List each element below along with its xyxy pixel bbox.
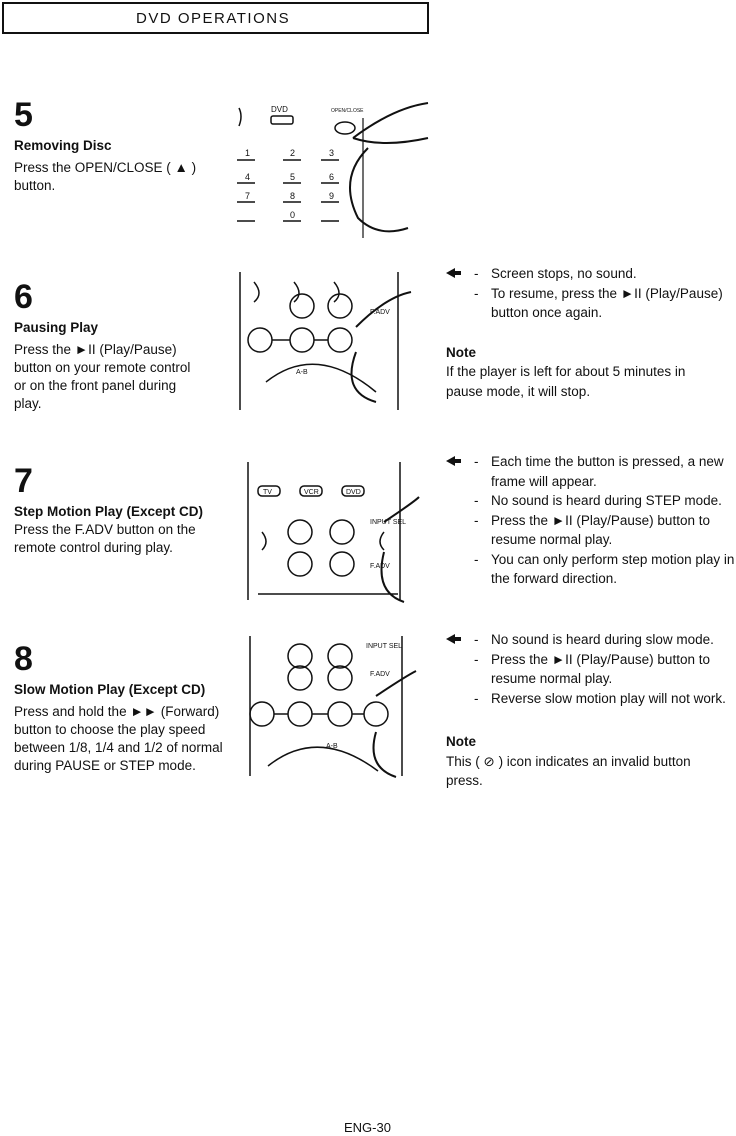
step-6	[14, 280, 238, 413]
step-body: Press the OPEN/CLOSE ( ▲ ) button.	[14, 160, 197, 193]
svg-text:7: 7	[245, 191, 251, 201]
arrow-left-icon	[446, 634, 462, 644]
step-title: Pausing Play	[14, 320, 99, 335]
svg-text:DVD: DVD	[346, 489, 361, 496]
bullet-item: - No sound is heard during STEP mode.	[474, 493, 722, 508]
svg-text:DVD: DVD	[271, 105, 288, 114]
bullet-item: - Reverse slow motion play will not work.	[474, 690, 726, 706]
step-7-notes	[446, 452, 736, 589]
remote-illustration-fadv	[244, 462, 419, 602]
bullet-item: - Press the ►II (Play/Pause) button to resume normal play.	[474, 512, 710, 547]
svg-text:2: 2	[290, 148, 296, 158]
step-body: Press and hold the ►► (Forward) button to choose the play speed between 1/8, 1/4 and 1/2 of normal during PAUSE or STEP mode.	[14, 704, 223, 773]
svg-text:VCR: VCR	[304, 489, 319, 496]
note-title: Note	[446, 344, 476, 360]
svg-text:4: 4	[245, 172, 251, 182]
svg-text:INPUT SEL: INPUT SEL	[366, 643, 403, 650]
svg-text:1: 1	[245, 148, 251, 158]
page-number: ENG-30	[344, 1120, 391, 1135]
step-number: 7	[14, 462, 33, 500]
svg-text:3: 3	[329, 148, 335, 158]
svg-text:0: 0	[290, 210, 296, 220]
note-text: This ( ⊘ ) icon indicates an invalid button press.	[446, 753, 691, 788]
bullet-item: - Screen stops, no sound.	[446, 264, 736, 284]
section-header	[2, 2, 429, 34]
remote-illustration-open-close	[233, 98, 433, 238]
svg-text:F.ADV: F.ADV	[370, 671, 390, 678]
step-body: Press the ►II (Play/Pause) button on your remote control or on the front panel during play.	[14, 342, 191, 411]
bullet-item: - No sound is heard during slow mode.	[446, 630, 736, 650]
svg-text:A-B: A-B	[296, 369, 308, 376]
step-body: Press the F.ADV button on the remote control during play.	[14, 522, 196, 555]
note-text: If the player is left for about 5 minutes in pause mode, it will stop.	[446, 364, 686, 399]
svg-text:OPEN/CLOSE: OPEN/CLOSE	[331, 108, 364, 114]
step-number: 5	[14, 96, 33, 134]
step-title: Step Motion Play (Except CD)	[14, 504, 204, 519]
svg-text:INPUT SEL: INPUT SEL	[370, 519, 407, 526]
note-block	[446, 732, 736, 791]
arrow-left-icon	[446, 268, 462, 278]
bullet-item: - Press the ►II (Play/Pause) button to resume normal play.	[474, 651, 710, 686]
bullet-item: - To resume, press the ►II (Play/Pause) button once again.	[474, 285, 723, 320]
step-6-notes	[446, 264, 736, 401]
svg-text:6: 6	[329, 172, 335, 182]
step-title: Slow Motion Play (Except CD)	[14, 682, 206, 697]
note-title: Note	[446, 734, 476, 749]
arrow-left-icon	[446, 456, 462, 466]
section-title: DVD OPERATIONS	[136, 10, 291, 27]
svg-text:5: 5	[290, 172, 296, 182]
step-title: Removing Disc	[14, 138, 112, 153]
step-8	[14, 642, 238, 775]
svg-text:TV: TV	[263, 489, 272, 496]
note-block	[446, 343, 736, 402]
svg-text:8: 8	[290, 191, 296, 201]
step-number: 8	[14, 640, 33, 678]
svg-text:F.ADV: F.ADV	[370, 309, 390, 316]
svg-text:9: 9	[329, 191, 335, 201]
bullet-item: - You can only perform step motion play in the forward direction.	[474, 551, 735, 586]
step-7	[14, 464, 238, 557]
step-5	[14, 98, 238, 195]
svg-text:F.ADV: F.ADV	[370, 563, 390, 570]
bullet-item: - Each time the button is pressed, a new frame will appear.	[446, 452, 736, 491]
remote-illustration-forward	[246, 636, 421, 781]
step-8-notes	[446, 630, 736, 791]
svg-text:A-B: A-B	[326, 743, 338, 750]
step-number: 6	[14, 278, 33, 316]
remote-illustration-play-pause	[236, 272, 411, 412]
